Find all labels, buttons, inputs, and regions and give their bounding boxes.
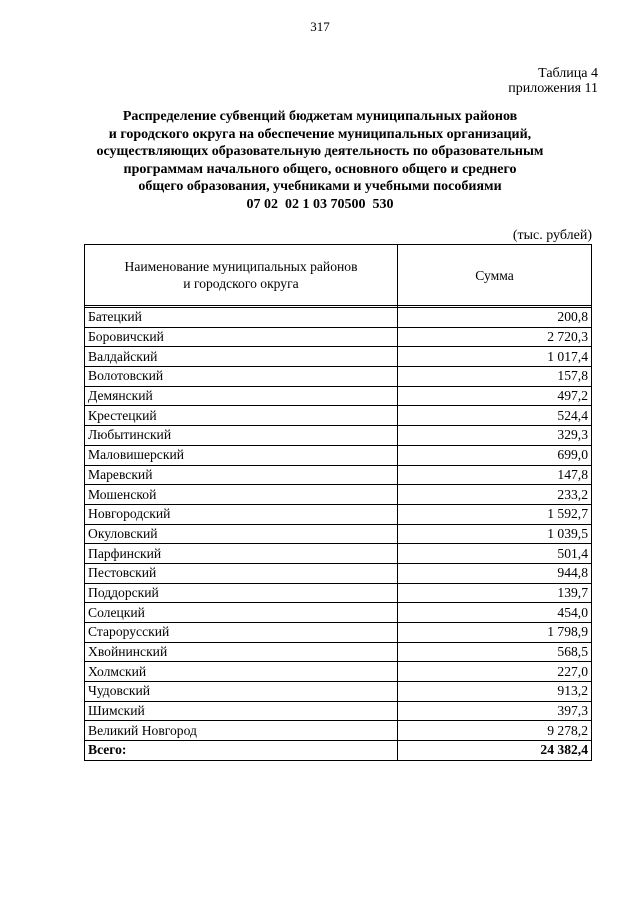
- district-name: Валдайский: [85, 347, 398, 367]
- header-name-line1: Наименование муниципальных районов: [124, 259, 358, 274]
- subvention-table: [84, 244, 592, 761]
- district-name: Боровичский: [85, 327, 398, 347]
- table-row: [85, 701, 592, 721]
- district-name: Холмский: [85, 662, 398, 682]
- district-name: Крестецкий: [85, 406, 398, 426]
- district-name: Волотовский: [85, 367, 398, 387]
- table-reference: [508, 66, 598, 96]
- district-sum: 944,8: [398, 563, 592, 583]
- table-row: [85, 426, 592, 446]
- table-row: [85, 308, 592, 328]
- district-name: Поддорский: [85, 583, 398, 603]
- district-name: Любытинский: [85, 426, 398, 446]
- district-sum: 913,2: [398, 682, 592, 702]
- district-name: Старорусский: [85, 623, 398, 643]
- table-ref-line1: Таблица 4: [538, 66, 598, 81]
- table-row: [85, 504, 592, 524]
- table-row: [85, 347, 592, 367]
- units-label: (тыс. рублей): [512, 228, 592, 243]
- district-name: Хвойнинский: [85, 642, 398, 662]
- header-sum-cell: Сумма: [398, 245, 592, 306]
- table-row: [85, 721, 592, 741]
- table-row: [85, 603, 592, 623]
- district-name: Шимский: [85, 701, 398, 721]
- table-row: [85, 642, 592, 662]
- district-sum: 227,0: [398, 662, 592, 682]
- page-number: 317: [310, 19, 330, 34]
- district-name: Новгородский: [85, 504, 398, 524]
- district-sum: 147,8: [398, 465, 592, 485]
- district-sum: 454,0: [398, 603, 592, 623]
- district-sum: 699,0: [398, 445, 592, 465]
- district-name: Парфинский: [85, 544, 398, 564]
- title-line4: программам начального общего, основного общего и среднего: [123, 161, 517, 177]
- table-row: [85, 367, 592, 387]
- district-sum: 568,5: [398, 642, 592, 662]
- table-row: [85, 623, 592, 643]
- title-line6: 07 02 02 1 03 70500 530: [246, 196, 394, 212]
- district-sum: 157,8: [398, 367, 592, 387]
- district-sum: 524,4: [398, 406, 592, 426]
- district-name: Великий Новгород: [85, 721, 398, 741]
- district-sum: 501,4: [398, 544, 592, 564]
- table-row: [85, 386, 592, 406]
- table-ref-line2: приложения 11: [508, 81, 598, 96]
- district-sum: 200,8: [398, 308, 592, 328]
- header-name-line2: и городского округа: [183, 276, 299, 291]
- district-sum: 1 039,5: [398, 524, 592, 544]
- district-sum: 233,2: [398, 485, 592, 505]
- table-row: [85, 485, 592, 505]
- table-row: [85, 583, 592, 603]
- table-row: [85, 682, 592, 702]
- title-line5: общего образования, учебниками и учебными пособиями: [138, 179, 502, 195]
- table-header-row: [85, 245, 592, 306]
- district-name: Мошенской: [85, 485, 398, 505]
- district-name: Маловишерский: [85, 445, 398, 465]
- district-sum: 497,2: [398, 386, 592, 406]
- district-sum: 1 798,9: [398, 623, 592, 643]
- title-line1: Распределение субвенций бюджетам муниципальных районов: [122, 109, 518, 124]
- total-sum: 24 382,4: [398, 741, 592, 761]
- district-sum: 139,7: [398, 583, 592, 603]
- table-row: [85, 662, 592, 682]
- total-label: Всего:: [85, 741, 398, 761]
- district-sum: 397,3: [398, 701, 592, 721]
- district-name: Чудовский: [85, 682, 398, 702]
- table-row: [85, 524, 592, 544]
- district-sum: 1 017,4: [398, 347, 592, 367]
- table-row: [85, 445, 592, 465]
- title-line2: и городского округа на обеспечение муниципальных организаций,: [108, 126, 532, 142]
- district-sum: 329,3: [398, 426, 592, 446]
- district-name: Пестовский: [85, 563, 398, 583]
- district-sum: 1 592,7: [398, 504, 592, 524]
- district-name: Маревский: [85, 465, 398, 485]
- table-row: [85, 563, 592, 583]
- district-name: Окуловский: [85, 524, 398, 544]
- table-row: [85, 406, 592, 426]
- district-name: Демянский: [85, 386, 398, 406]
- header-name-cell: [85, 245, 398, 306]
- table-body: [85, 308, 592, 761]
- district-sum: 9 278,2: [398, 721, 592, 741]
- document-title: [60, 108, 580, 214]
- district-name: Батецкий: [85, 308, 398, 328]
- table-row: [85, 327, 592, 347]
- total-row: [85, 741, 592, 761]
- title-line3: осуществляющих образовательную деятельность по образовательным: [96, 144, 544, 160]
- district-sum: 2 720,3: [398, 327, 592, 347]
- table-row: [85, 465, 592, 485]
- district-name: Солецкий: [85, 603, 398, 623]
- table-row: [85, 544, 592, 564]
